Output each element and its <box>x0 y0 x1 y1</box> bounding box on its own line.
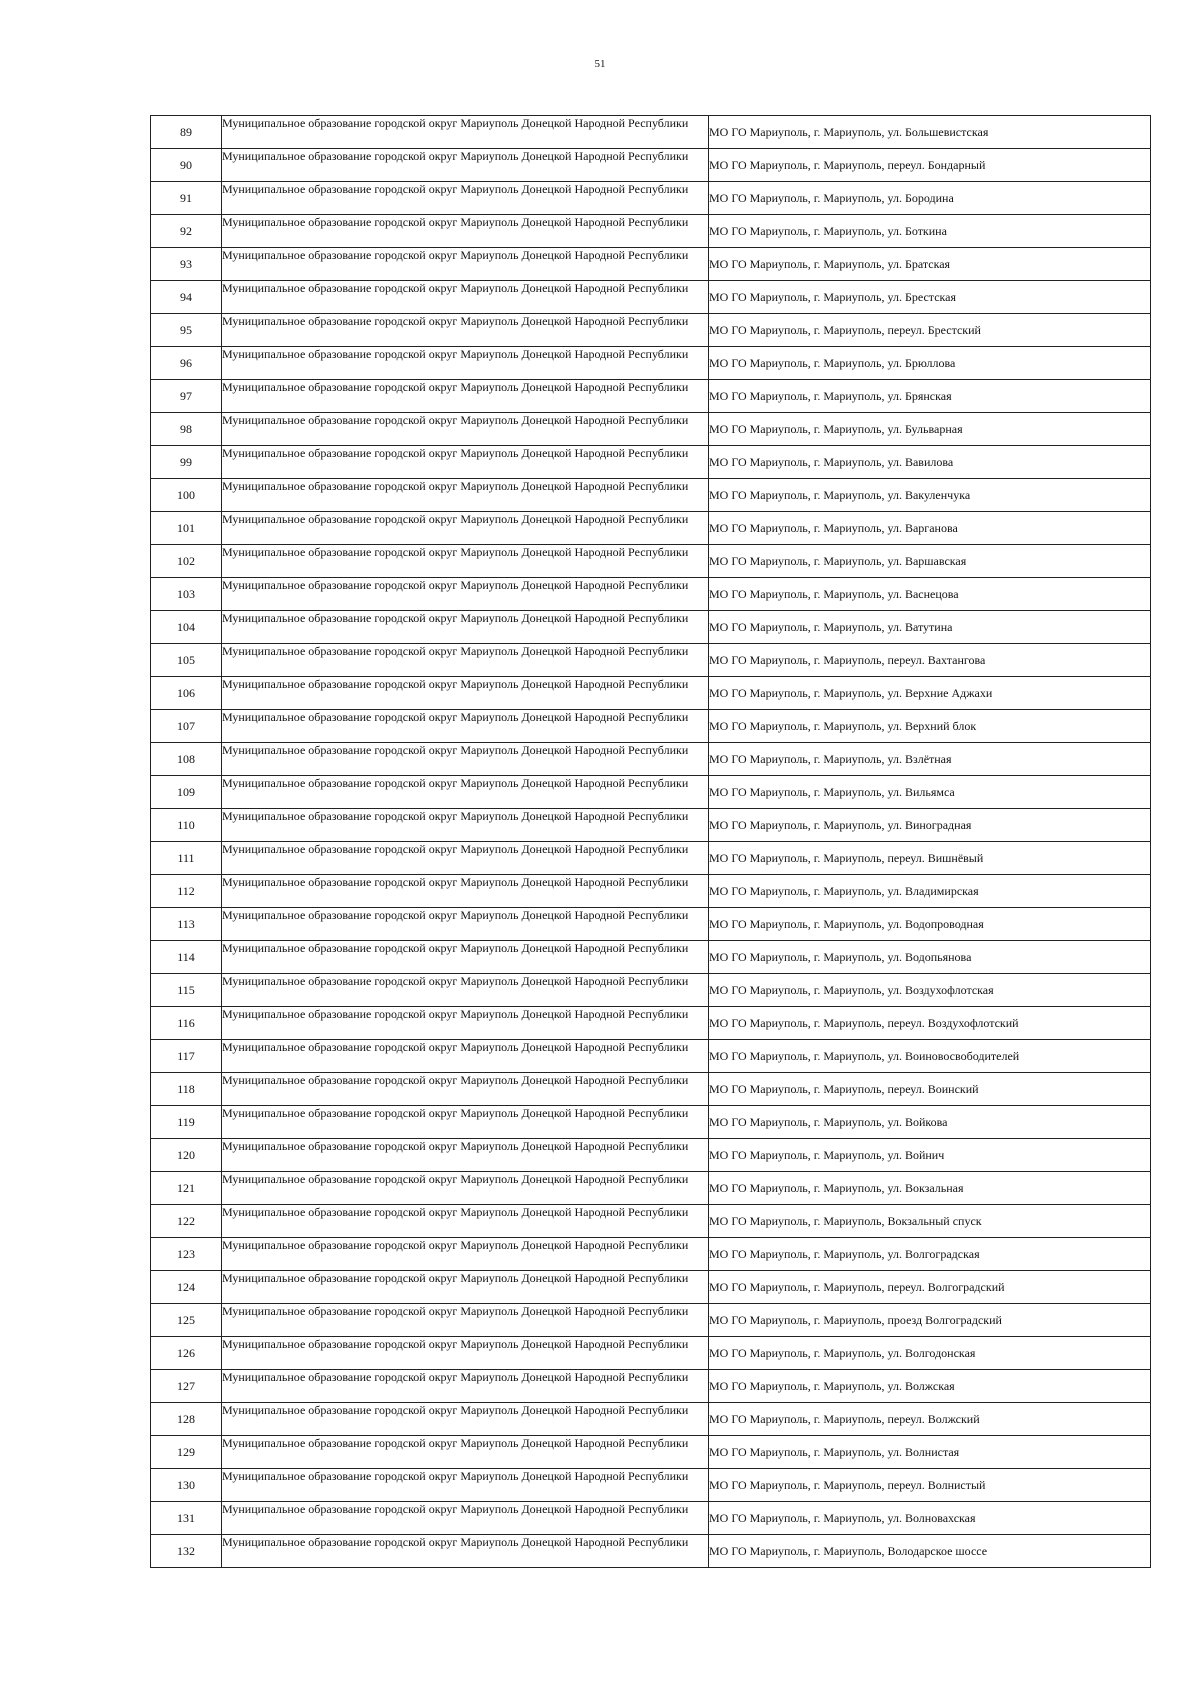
address-cell: МО ГО Мариуполь, г. Мариуполь, переул. Бондарный <box>709 149 1151 182</box>
row-number-cell: 111 <box>151 842 222 875</box>
table-row <box>151 413 1151 446</box>
row-number-cell: 120 <box>151 1139 222 1172</box>
row-number-cell: 110 <box>151 809 222 842</box>
municipality-cell: Муниципальное образование городской округ Мариуполь Донецкой Народной Республики <box>222 1238 709 1271</box>
address-cell: МО ГО Мариуполь, г. Мариуполь, ул. Варганова <box>709 512 1151 545</box>
table-row <box>151 743 1151 776</box>
address-cell: МО ГО Мариуполь, г. Мариуполь, ул. Воздухофлотская <box>709 974 1151 1007</box>
registry-table-body <box>151 116 1151 1568</box>
municipality-cell: Муниципальное образование городской округ Мариуполь Донецкой Народной Республики <box>222 1007 709 1040</box>
municipality-cell: Муниципальное образование городской округ Мариуполь Донецкой Народной Республики <box>222 677 709 710</box>
municipality-cell: Муниципальное образование городской округ Мариуполь Донецкой Народной Республики <box>222 1436 709 1469</box>
table-row <box>151 1040 1151 1073</box>
row-number-cell: 97 <box>151 380 222 413</box>
row-number-cell: 117 <box>151 1040 222 1073</box>
address-cell: МО ГО Мариуполь, г. Мариуполь, ул. Волновахская <box>709 1502 1151 1535</box>
municipality-cell: Муниципальное образование городской округ Мариуполь Донецкой Народной Республики <box>222 1535 709 1568</box>
row-number-cell: 116 <box>151 1007 222 1040</box>
address-cell: МО ГО Мариуполь, г. Мариуполь, ул. Владимирская <box>709 875 1151 908</box>
address-cell: МО ГО Мариуполь, г. Мариуполь, ул. Братская <box>709 248 1151 281</box>
table-row <box>151 1337 1151 1370</box>
row-number-cell: 93 <box>151 248 222 281</box>
address-cell: МО ГО Мариуполь, г. Мариуполь, ул. Брестская <box>709 281 1151 314</box>
municipality-cell: Муниципальное образование городской округ Мариуполь Донецкой Народной Республики <box>222 116 709 149</box>
table-row <box>151 545 1151 578</box>
table-row <box>151 1469 1151 1502</box>
row-number-cell: 126 <box>151 1337 222 1370</box>
address-cell: МО ГО Мариуполь, г. Мариуполь, ул. Вильямса <box>709 776 1151 809</box>
row-number-cell: 122 <box>151 1205 222 1238</box>
row-number-cell: 119 <box>151 1106 222 1139</box>
table-row <box>151 644 1151 677</box>
address-cell: МО ГО Мариуполь, г. Мариуполь, ул. Волнистая <box>709 1436 1151 1469</box>
table-row <box>151 1238 1151 1271</box>
address-cell: МО ГО Мариуполь, г. Мариуполь, ул. Вакуленчука <box>709 479 1151 512</box>
address-cell: МО ГО Мариуполь, г. Мариуполь, Вокзальный спуск <box>709 1205 1151 1238</box>
row-number-cell: 114 <box>151 941 222 974</box>
municipality-cell: Муниципальное образование городской округ Мариуполь Донецкой Народной Республики <box>222 743 709 776</box>
row-number-cell: 124 <box>151 1271 222 1304</box>
row-number-cell: 131 <box>151 1502 222 1535</box>
municipality-cell: Муниципальное образование городской округ Мариуполь Донецкой Народной Республики <box>222 1271 709 1304</box>
municipality-cell: Муниципальное образование городской округ Мариуполь Донецкой Народной Республики <box>222 710 709 743</box>
municipality-cell: Муниципальное образование городской округ Мариуполь Донецкой Народной Республики <box>222 248 709 281</box>
registry-table <box>150 115 1151 1568</box>
page-number: 51 <box>594 58 606 70</box>
address-cell: МО ГО Мариуполь, г. Мариуполь, переул. Вишнёвый <box>709 842 1151 875</box>
row-number-cell: 113 <box>151 908 222 941</box>
row-number-cell: 128 <box>151 1403 222 1436</box>
municipality-cell: Муниципальное образование городской округ Мариуполь Донецкой Народной Республики <box>222 1073 709 1106</box>
address-cell: МО ГО Мариуполь, г. Мариуполь, ул. Волгодонская <box>709 1337 1151 1370</box>
municipality-cell: Муниципальное образование городской округ Мариуполь Донецкой Народной Республики <box>222 347 709 380</box>
table-row <box>151 1370 1151 1403</box>
table-row <box>151 1304 1151 1337</box>
municipality-cell: Муниципальное образование городской округ Мариуполь Донецкой Народной Республики <box>222 281 709 314</box>
municipality-cell: Муниципальное образование городской округ Мариуполь Донецкой Народной Республики <box>222 1304 709 1337</box>
municipality-cell: Муниципальное образование городской округ Мариуполь Донецкой Народной Республики <box>222 512 709 545</box>
table-row <box>151 380 1151 413</box>
row-number-cell: 130 <box>151 1469 222 1502</box>
address-cell: МО ГО Мариуполь, г. Мариуполь, ул. Бородина <box>709 182 1151 215</box>
row-number-cell: 132 <box>151 1535 222 1568</box>
table-row <box>151 809 1151 842</box>
table-row <box>151 776 1151 809</box>
municipality-cell: Муниципальное образование городской округ Мариуполь Донецкой Народной Республики <box>222 611 709 644</box>
municipality-cell: Муниципальное образование городской округ Мариуполь Донецкой Народной Республики <box>222 1205 709 1238</box>
address-cell: МО ГО Мариуполь, г. Мариуполь, переул. Воздухофлотский <box>709 1007 1151 1040</box>
municipality-cell: Муниципальное образование городской округ Мариуполь Донецкой Народной Республики <box>222 842 709 875</box>
table-row <box>151 248 1151 281</box>
municipality-cell: Муниципальное образование городской округ Мариуполь Донецкой Народной Республики <box>222 380 709 413</box>
address-cell: МО ГО Мариуполь, г. Мариуполь, ул. Бульварная <box>709 413 1151 446</box>
address-cell: МО ГО Мариуполь, г. Мариуполь, ул. Водопроводная <box>709 908 1151 941</box>
address-cell: МО ГО Мариуполь, г. Мариуполь, ул. Волжская <box>709 1370 1151 1403</box>
row-number-cell: 99 <box>151 446 222 479</box>
municipality-cell: Муниципальное образование городской округ Мариуполь Донецкой Народной Республики <box>222 314 709 347</box>
municipality-cell: Муниципальное образование городской округ Мариуполь Донецкой Народной Республики <box>222 974 709 1007</box>
row-number-cell: 125 <box>151 1304 222 1337</box>
table-row <box>151 1502 1151 1535</box>
address-cell: МО ГО Мариуполь, г. Мариуполь, ул. Брянская <box>709 380 1151 413</box>
address-cell: МО ГО Мариуполь, г. Мариуполь, ул. Боткина <box>709 215 1151 248</box>
municipality-cell: Муниципальное образование городской округ Мариуполь Донецкой Народной Республики <box>222 182 709 215</box>
table-row <box>151 1205 1151 1238</box>
municipality-cell: Муниципальное образование городской округ Мариуполь Донецкой Народной Республики <box>222 149 709 182</box>
address-cell: МО ГО Мариуполь, г. Мариуполь, ул. Большевистская <box>709 116 1151 149</box>
address-cell: МО ГО Мариуполь, г. Мариуполь, ул. Волгоградская <box>709 1238 1151 1271</box>
table-row <box>151 1139 1151 1172</box>
row-number-cell: 91 <box>151 182 222 215</box>
address-cell: МО ГО Мариуполь, г. Мариуполь, ул. Вокзальная <box>709 1172 1151 1205</box>
municipality-cell: Муниципальное образование городской округ Мариуполь Донецкой Народной Республики <box>222 1139 709 1172</box>
address-cell: МО ГО Мариуполь, г. Мариуполь, переул. Брестский <box>709 314 1151 347</box>
municipality-cell: Муниципальное образование городской округ Мариуполь Донецкой Народной Республики <box>222 809 709 842</box>
municipality-cell: Муниципальное образование городской округ Мариуполь Донецкой Народной Республики <box>222 776 709 809</box>
row-number-cell: 112 <box>151 875 222 908</box>
municipality-cell: Муниципальное образование городской округ Мариуполь Донецкой Народной Республики <box>222 578 709 611</box>
row-number-cell: 118 <box>151 1073 222 1106</box>
address-cell: МО ГО Мариуполь, г. Мариуполь, ул. Верхние Аджахи <box>709 677 1151 710</box>
row-number-cell: 90 <box>151 149 222 182</box>
row-number-cell: 89 <box>151 116 222 149</box>
address-cell: МО ГО Мариуполь, г. Мариуполь, ул. Ватутина <box>709 611 1151 644</box>
table-row <box>151 710 1151 743</box>
address-cell: МО ГО Мариуполь, г. Мариуполь, ул. Воиновосвободителей <box>709 1040 1151 1073</box>
table-row <box>151 479 1151 512</box>
municipality-cell: Муниципальное образование городской округ Мариуполь Донецкой Народной Республики <box>222 1106 709 1139</box>
table-row <box>151 1403 1151 1436</box>
row-number-cell: 102 <box>151 545 222 578</box>
municipality-cell: Муниципальное образование городской округ Мариуполь Донецкой Народной Республики <box>222 1370 709 1403</box>
row-number-cell: 104 <box>151 611 222 644</box>
address-cell: МО ГО Мариуполь, г. Мариуполь, переул. Волнистый <box>709 1469 1151 1502</box>
municipality-cell: Муниципальное образование городской округ Мариуполь Донецкой Народной Республики <box>222 1403 709 1436</box>
row-number-cell: 96 <box>151 347 222 380</box>
municipality-cell: Муниципальное образование городской округ Мариуполь Донецкой Народной Республики <box>222 1040 709 1073</box>
row-number-cell: 101 <box>151 512 222 545</box>
address-cell: МО ГО Мариуполь, г. Мариуполь, ул. Войнич <box>709 1139 1151 1172</box>
address-cell: МО ГО Мариуполь, г. Мариуполь, переул. Вахтангова <box>709 644 1151 677</box>
municipality-cell: Муниципальное образование городской округ Мариуполь Донецкой Народной Республики <box>222 644 709 677</box>
table-row <box>151 1271 1151 1304</box>
table-row <box>151 281 1151 314</box>
table-row <box>151 1073 1151 1106</box>
table-row <box>151 446 1151 479</box>
municipality-cell: Муниципальное образование городской округ Мариуполь Донецкой Народной Республики <box>222 413 709 446</box>
row-number-cell: 115 <box>151 974 222 1007</box>
table-row <box>151 1106 1151 1139</box>
table-row <box>151 116 1151 149</box>
table-row <box>151 1007 1151 1040</box>
municipality-cell: Муниципальное образование городской округ Мариуполь Донецкой Народной Республики <box>222 1502 709 1535</box>
table-row <box>151 611 1151 644</box>
table-row <box>151 314 1151 347</box>
address-cell: МО ГО Мариуполь, г. Мариуполь, ул. Виноградная <box>709 809 1151 842</box>
row-number-cell: 127 <box>151 1370 222 1403</box>
table-row <box>151 512 1151 545</box>
address-cell: МО ГО Мариуполь, г. Мариуполь, ул. Вавилова <box>709 446 1151 479</box>
row-number-cell: 108 <box>151 743 222 776</box>
row-number-cell: 100 <box>151 479 222 512</box>
table-row <box>151 974 1151 1007</box>
table-row <box>151 875 1151 908</box>
table-row <box>151 677 1151 710</box>
municipality-cell: Муниципальное образование городской округ Мариуполь Донецкой Народной Республики <box>222 908 709 941</box>
row-number-cell: 121 <box>151 1172 222 1205</box>
address-cell: МО ГО Мариуполь, г. Мариуполь, переул. Волжский <box>709 1403 1151 1436</box>
address-cell: МО ГО Мариуполь, г. Мариуполь, ул. Васнецова <box>709 578 1151 611</box>
address-cell: МО ГО Мариуполь, г. Мариуполь, ул. Варшавская <box>709 545 1151 578</box>
address-cell: МО ГО Мариуполь, г. Мариуполь, переул. Волгоградский <box>709 1271 1151 1304</box>
table-row <box>151 941 1151 974</box>
row-number-cell: 106 <box>151 677 222 710</box>
municipality-cell: Муниципальное образование городской округ Мариуполь Донецкой Народной Республики <box>222 875 709 908</box>
address-cell: МО ГО Мариуполь, г. Мариуполь, проезд Волгоградский <box>709 1304 1151 1337</box>
municipality-cell: Муниципальное образование городской округ Мариуполь Донецкой Народной Республики <box>222 545 709 578</box>
row-number-cell: 105 <box>151 644 222 677</box>
municipality-cell: Муниципальное образование городской округ Мариуполь Донецкой Народной Республики <box>222 1172 709 1205</box>
municipality-cell: Муниципальное образование городской округ Мариуполь Донецкой Народной Республики <box>222 479 709 512</box>
row-number-cell: 129 <box>151 1436 222 1469</box>
row-number-cell: 109 <box>151 776 222 809</box>
table-row <box>151 908 1151 941</box>
row-number-cell: 98 <box>151 413 222 446</box>
table-row <box>151 347 1151 380</box>
address-cell: МО ГО Мариуполь, г. Мариуполь, ул. Водопьянова <box>709 941 1151 974</box>
row-number-cell: 92 <box>151 215 222 248</box>
address-cell: МО ГО Мариуполь, г. Мариуполь, ул. Брюллова <box>709 347 1151 380</box>
table-row <box>151 1535 1151 1568</box>
table-row <box>151 1436 1151 1469</box>
municipality-cell: Муниципальное образование городской округ Мариуполь Донецкой Народной Республики <box>222 941 709 974</box>
table-row <box>151 182 1151 215</box>
table-row <box>151 842 1151 875</box>
municipality-cell: Муниципальное образование городской округ Мариуполь Донецкой Народной Республики <box>222 1337 709 1370</box>
municipality-cell: Муниципальное образование городской округ Мариуполь Донецкой Народной Республики <box>222 446 709 479</box>
row-number-cell: 107 <box>151 710 222 743</box>
table-row <box>151 149 1151 182</box>
table-row <box>151 215 1151 248</box>
address-cell: МО ГО Мариуполь, г. Мариуполь, Володарское шоссе <box>709 1535 1151 1568</box>
row-number-cell: 123 <box>151 1238 222 1271</box>
address-cell: МО ГО Мариуполь, г. Мариуполь, ул. Войкова <box>709 1106 1151 1139</box>
address-cell: МО ГО Мариуполь, г. Мариуполь, переул. Воинский <box>709 1073 1151 1106</box>
row-number-cell: 103 <box>151 578 222 611</box>
row-number-cell: 95 <box>151 314 222 347</box>
municipality-cell: Муниципальное образование городской округ Мариуполь Донецкой Народной Республики <box>222 215 709 248</box>
table-row <box>151 578 1151 611</box>
address-cell: МО ГО Мариуполь, г. Мариуполь, ул. Верхний блок <box>709 710 1151 743</box>
address-cell: МО ГО Мариуполь, г. Мариуполь, ул. Взлётная <box>709 743 1151 776</box>
table-row <box>151 1172 1151 1205</box>
municipality-cell: Муниципальное образование городской округ Мариуполь Донецкой Народной Республики <box>222 1469 709 1502</box>
row-number-cell: 94 <box>151 281 222 314</box>
